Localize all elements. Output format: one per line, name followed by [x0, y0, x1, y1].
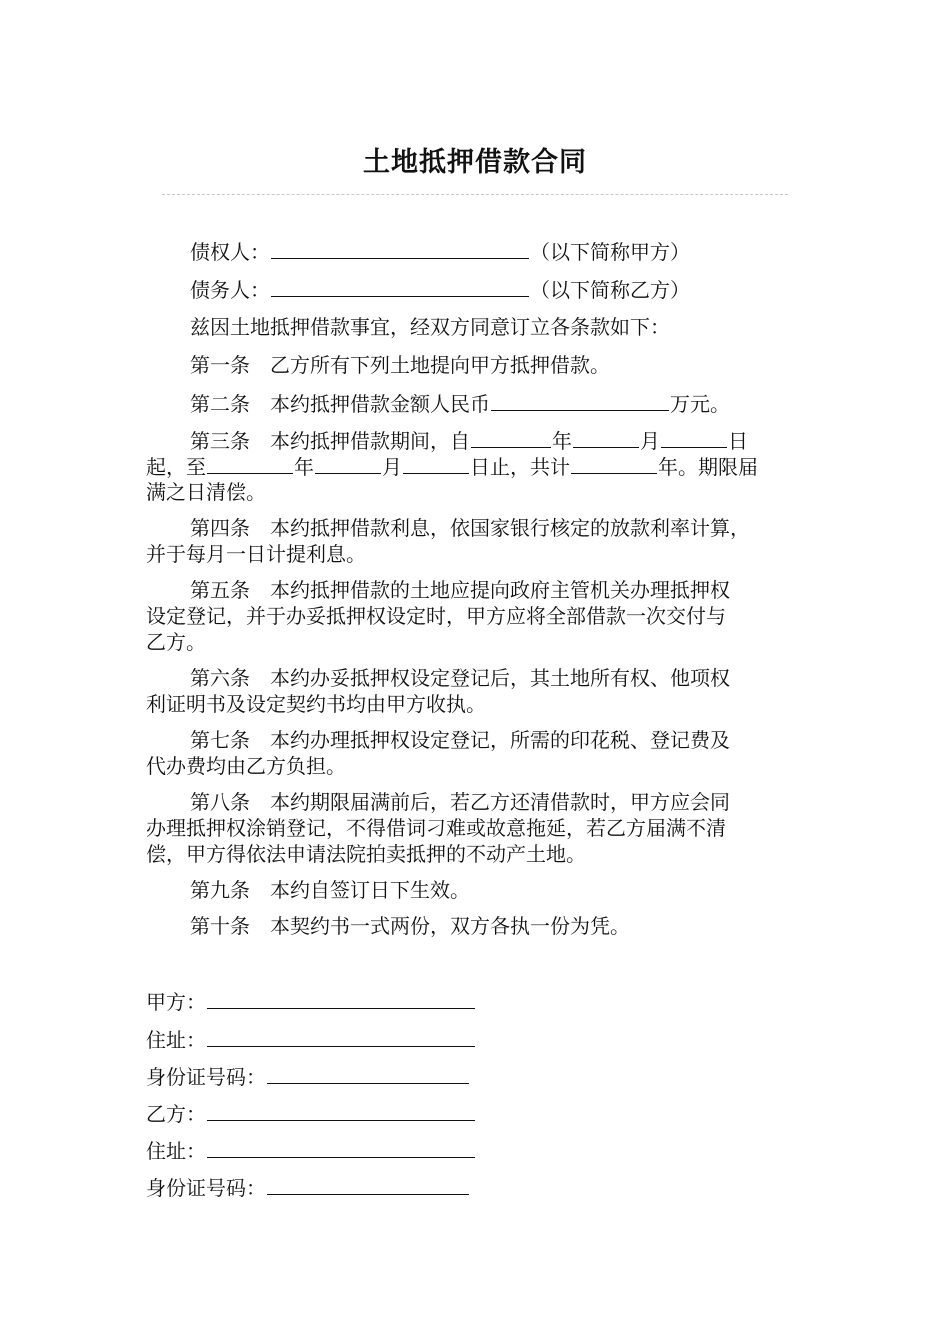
party-b-label: 乙方：	[146, 1102, 206, 1126]
article-5-line-1: 第五条 本约抵押借款的土地应提向政府主管机关办理抵押权	[190, 578, 730, 602]
article-7-line-2: 代办费均由乙方负担。	[146, 754, 346, 778]
loan-amount-blank[interactable]	[491, 390, 669, 411]
party-a-label: 甲方：	[146, 990, 206, 1014]
article-4-line-1: 第四条 本约抵押借款利息，依国家银行核定的放款利率计算，	[190, 516, 750, 540]
article-2-unit: 万元。	[670, 392, 730, 416]
article-8-line-1: 第八条 本约期限届满前后，若乙方还清借款时，甲方应会同	[190, 790, 730, 814]
article-5-line-2: 设定登记，并于办妥抵押权设定时，甲方应将全部借款一次交付与	[146, 604, 726, 628]
start-day-blank[interactable]	[661, 427, 727, 448]
end-month-blank[interactable]	[315, 453, 381, 474]
article-3-text: 第三条 本约抵押借款期间，自	[190, 429, 470, 453]
article-3-tail: 年。期限届	[658, 455, 758, 479]
article-5-line-3: 乙方。	[146, 630, 206, 654]
start-month-blank[interactable]	[573, 427, 639, 448]
day-label: 日	[728, 429, 748, 453]
article-3-line-1	[190, 427, 748, 454]
article-1: 第一条 乙方所有下列土地提向甲方抵押借款。	[190, 353, 610, 377]
article-2-text: 第二条 本约抵押借款金额人民币	[190, 392, 490, 416]
article-8-line-2: 办理抵押权涂销登记，不得借词刁难或故意拖延，若乙方届满不清	[146, 816, 726, 840]
article-6-line-1: 第六条 本约办妥抵押权设定登记后，其土地所有权、他项权	[190, 666, 730, 690]
creditor-line	[190, 238, 690, 265]
party-a-id-blank[interactable]	[267, 1063, 469, 1084]
party-b-signature-row	[146, 1100, 476, 1127]
year-label: 年	[552, 429, 572, 453]
article-4-line-2: 并于每月一日计提利息。	[146, 542, 366, 566]
creditor-label: 债权人：	[190, 240, 270, 264]
article-7-line-1: 第七条 本约办理抵押权设定登记，所需的印花税、登记费及	[190, 728, 730, 752]
party-a-signature-row	[146, 988, 476, 1015]
article-8-line-3: 偿，甲方得依法申请法院拍卖抵押的不动产土地。	[146, 842, 586, 866]
article-3-line-3: 满之日清偿。	[146, 480, 266, 504]
month-label: 月	[382, 455, 402, 479]
party-a-address-row	[146, 1026, 476, 1053]
party-a-id-label: 身份证号码：	[146, 1065, 266, 1089]
start-year-blank[interactable]	[471, 427, 551, 448]
month-label: 月	[640, 429, 660, 453]
article-3-line-2	[146, 453, 758, 480]
total-years-blank[interactable]	[571, 453, 657, 474]
party-a-address-label: 住址：	[146, 1028, 206, 1052]
end-year-blank[interactable]	[207, 453, 293, 474]
debtor-note: （以下简称乙方）	[530, 278, 690, 302]
article-3-continuation: 起，至	[146, 455, 206, 479]
party-b-id-label: 身份证号码：	[146, 1176, 266, 1200]
party-b-address-row	[146, 1137, 476, 1164]
article-6-line-2: 利证明书及设定契约书均由甲方收执。	[146, 692, 486, 716]
party-b-blank[interactable]	[207, 1100, 475, 1121]
party-b-address-label: 住址：	[146, 1139, 206, 1163]
year-label: 年	[294, 455, 314, 479]
intro-text: 兹因土地抵押借款事宜，经双方同意订立各条款如下：	[190, 315, 670, 339]
article-9: 第九条 本约自签订日下生效。	[190, 878, 470, 902]
article-10: 第十条 本契约书一式两份，双方各执一份为凭。	[190, 914, 630, 938]
debtor-label: 债务人：	[190, 278, 270, 302]
article-3-total: 日止，共计	[470, 455, 570, 479]
creditor-name-blank[interactable]	[271, 238, 529, 259]
party-a-address-blank[interactable]	[207, 1026, 475, 1047]
debtor-line	[190, 276, 690, 303]
title-divider	[162, 194, 788, 195]
party-a-blank[interactable]	[207, 988, 475, 1009]
article-2	[190, 390, 730, 417]
creditor-note: （以下简称甲方）	[530, 240, 690, 264]
end-day-blank[interactable]	[403, 453, 469, 474]
party-a-id-row	[146, 1063, 470, 1090]
document-title: 土地抵押借款合同	[363, 147, 587, 178]
party-b-id-blank[interactable]	[267, 1174, 469, 1195]
party-b-id-row	[146, 1174, 470, 1201]
party-b-address-blank[interactable]	[207, 1137, 475, 1158]
debtor-name-blank[interactable]	[271, 276, 529, 297]
